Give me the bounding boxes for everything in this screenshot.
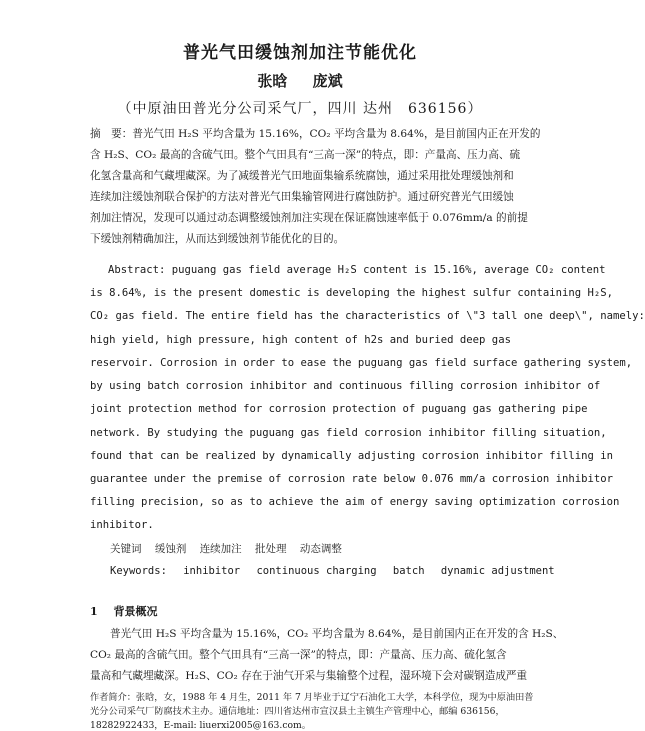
keywords-en (110, 565, 565, 577)
keywords-label: 关键词 (110, 543, 142, 555)
author-list (0, 70, 600, 91)
abstract-en-line: is 8.64%, is the present domestic is developing the highest sulfur containing H₂S, (90, 287, 613, 299)
keyword: 连续加注 (199, 543, 242, 555)
keywords-cn (110, 541, 352, 556)
abstract-en-line: by using batch corrosion inhibitor and continuous filling corrosion inhibitor of (90, 380, 601, 392)
footnote-line: 光分公司采气厂防腐技术主办。通信地址：四川省达州市宣汉县土主镇生产管理中心，邮编 636156， (90, 706, 505, 717)
footnote-line: 作者简介：张晗，女，1988 年 4 月生，2011 年 7 月毕业于辽宁石油化工大学，本科学位，现为中原油田普 (90, 692, 534, 703)
abstract-en-line: guarantee under the premise of corrosion rate below 0.076 mm/a corrosion inhibitor (90, 473, 613, 485)
keyword: inhibitor (183, 565, 241, 577)
abstract-en-line: filling precision, so as to achieve the aim of energy saving optimization corrosion (90, 496, 620, 508)
abstract-en-line: Abstract: puguang gas field average H₂S content is 15.16%, average CO₂ content (108, 264, 606, 276)
keyword: continuous charging (256, 565, 377, 577)
abstract-en-line: joint protection method for corrosion protection of puguang gas gathering pipe (90, 403, 588, 415)
keyword: 缓蚀剂 (154, 543, 187, 555)
abstract-en-line: inhibitor. (90, 519, 154, 531)
author-name: 庞斌 (312, 72, 343, 90)
paper-title: 普光气田缓蚀剂加注节能优化 (183, 43, 417, 63)
abstract-en-line: found that can be realized by dynamically adjusting corrosion inhibitor filling in (90, 450, 613, 462)
section-number: 1 (90, 605, 98, 618)
abstract-cn-line: 下缓蚀剂精确加注，从而达到缓蚀剂节能优化的目的。 (90, 233, 345, 245)
body-line: 量高和气藏埋藏深。H₂S、CO₂ 存在于油气开采与集输整个过程，湿环境下会对碳钢造成严重 (90, 670, 528, 682)
footnote-line: 18282922433，E-mail: liuerxi2005@163.com。 (90, 720, 311, 731)
body-line: CO₂ 最高的含硫气田。整个气田具有“三高一深”的特点，即：产量高、压力高、硫化氢含 (90, 649, 507, 661)
abstract-cn-line: 化氢含量高和气藏埋藏深。为了减缓普光气田地面集输系统腐蚀，通过采用批处理缓蚀剂和 (90, 170, 514, 182)
section-title: 背景概况 (113, 605, 158, 618)
keywords-label: Keywords: (110, 565, 167, 577)
section-heading (90, 603, 170, 619)
abstract-en-line: reservoir. Corrosion in order to ease the puguang gas field surface gathering system, (90, 357, 633, 369)
keyword: 动态调整 (299, 543, 342, 555)
author-name: 张晗 (257, 72, 288, 90)
abstract-en-line: network. By studying the puguang gas field corrosion inhibitor filling situation, (90, 427, 607, 439)
keyword: 批处理 (255, 543, 287, 555)
keyword: batch (392, 565, 425, 577)
abstract-cn-line: 连续加注缓蚀剂联合保护的方法对普光气田集输管网进行腐蚀防护。通过研究普光气田缓蚀 (90, 191, 514, 203)
abstract-en-line: high yield, high pressure, high content of h2s and buried deep gas (90, 334, 511, 346)
abstract-cn-line: 含 H₂S、CO₂ 最高的含硫气田。整个气田具有“三高一深”的特点，即：产量高、压力高、硫 (90, 149, 521, 161)
keyword: dynamic adjustment (440, 565, 555, 577)
abstract-cn-line: 摘 要：普光气田 H₂S 平均含量为 15.16%，CO₂ 平均含量为 8.64%，是目前国内正在开发的 (90, 128, 541, 140)
abstract-cn-line: 剂加注情况，发现可以通过动态调整缓蚀剂加注实现在保证腐蚀速率低于 0.076mm/a 的前提 (90, 212, 528, 224)
abstract-en-line: CO₂ gas field. The entire field has the characteristics of \"3 tall one deep\", namely: (90, 310, 645, 322)
body-line: 普光气田 H₂S 平均含量为 15.16%，CO₂ 平均含量为 8.64%，是目前国内正在开发的含 H₂S、 (110, 628, 564, 640)
affiliation: （中原油田普光分公司采气厂，四川 达州 636156） (117, 101, 483, 117)
